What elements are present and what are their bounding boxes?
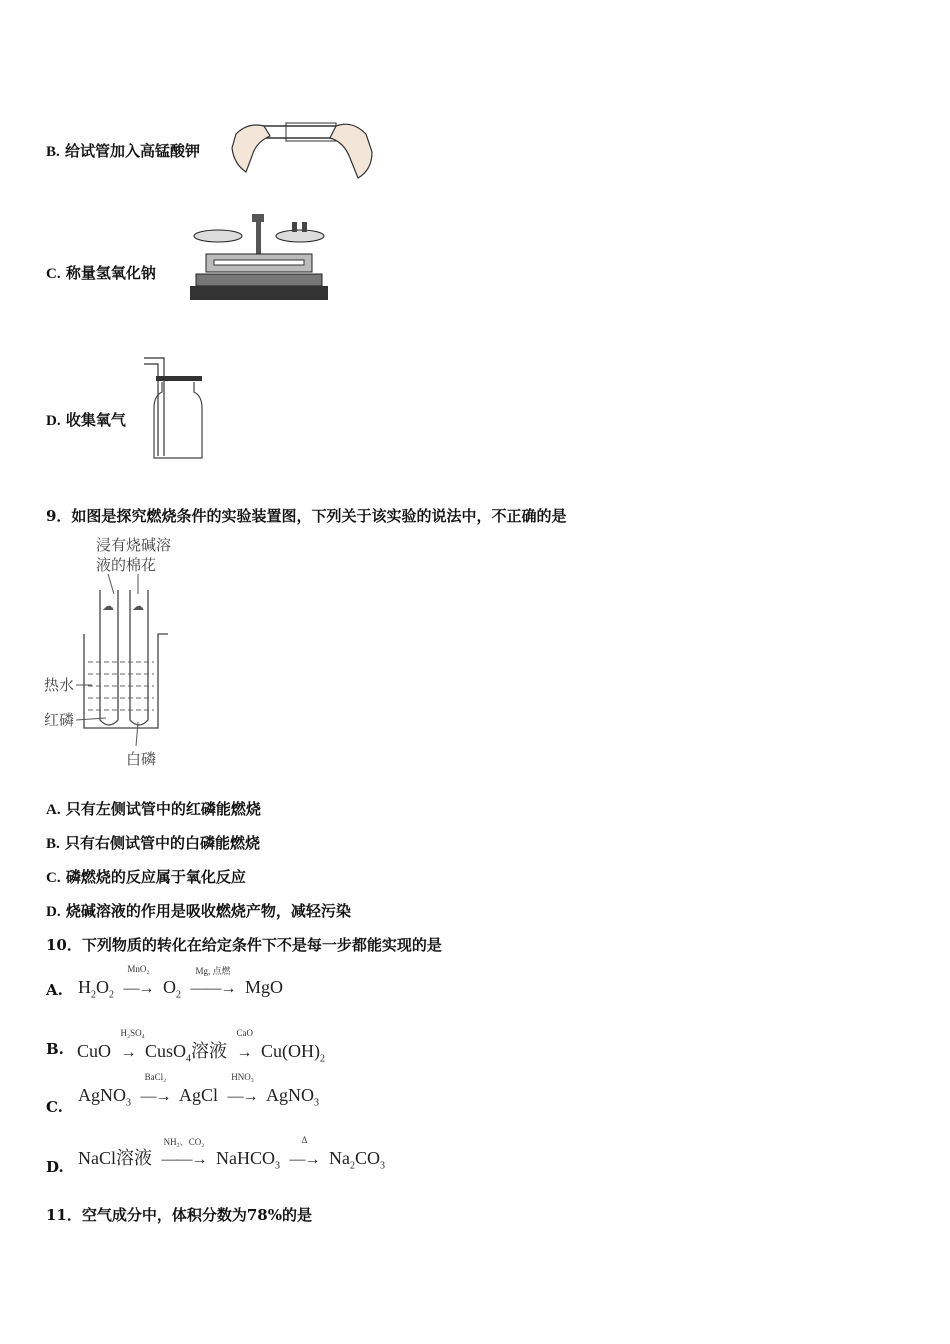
- option-letter: D.: [46, 904, 61, 920]
- q9-option-a: [46, 798, 261, 819]
- q8-option-d: [46, 409, 126, 430]
- option-letter: D.: [46, 413, 61, 429]
- red-phosphorus-label: 红磷: [44, 711, 75, 729]
- q9-stem: 9．如图是探究燃烧条件的实验装置图，下列关于该实验的说法中，不正确的是: [46, 507, 567, 525]
- q9-option-c: [46, 866, 246, 887]
- q11-stem: 11．空气成分中，体积分数为78%的是: [46, 1206, 313, 1224]
- q10-option-c-letter: C.: [46, 1098, 63, 1116]
- option-text: 收集氧气: [65, 411, 126, 429]
- option-text: 烧碱溶液的作用是吸收燃烧产物，减轻污染: [65, 902, 351, 920]
- cotton-label-line2: 液的棉花: [96, 556, 157, 574]
- cotton-label-line1: 浸有烧碱溶: [96, 536, 172, 554]
- svg-text:☁: ☁: [102, 599, 114, 613]
- option-text: 给试管加入高锰酸钾: [65, 142, 201, 160]
- combustion-experiment-figure: [42, 532, 192, 770]
- option-text: 磷燃烧的反应属于氧化反应: [65, 868, 246, 886]
- option-letter: A.: [46, 802, 61, 818]
- q8-option-b: [46, 140, 200, 161]
- q9-option-b: [46, 832, 260, 853]
- option-letter: B.: [46, 144, 60, 160]
- option-letter: C.: [46, 266, 61, 282]
- q10-option-b-equation: CuO H₂SO₄ → CusO$_4$溶液 CaO → $Cu(OH)_2$: [77, 1028, 326, 1065]
- q8-option-c: [46, 262, 156, 283]
- q10-stem: 10．下列物质的转化在给定条件下不是每一步都能实现的是: [46, 936, 442, 954]
- white-phosphorus-label: 白磷: [126, 750, 157, 768]
- q9-option-d: [46, 900, 351, 921]
- q10-option-c-equation: AgNO$_3$ BaCl₂ —→ AgCl HNO₃ —→ AgNO$_3$: [78, 1072, 320, 1109]
- svg-text:☁: ☁: [132, 599, 144, 613]
- q10-option-d-equation: NaCl溶液 NH₃、CO₂ ——→ NaHCO$_3$ Δ —→ $Na_2CO_3$: [78, 1135, 386, 1172]
- q10-option-b-letter: B.: [46, 1040, 64, 1058]
- hot-water-label: 热水: [44, 676, 75, 694]
- q10-option-d-letter: D.: [46, 1158, 64, 1176]
- q10-option-a-letter: A.: [46, 981, 63, 999]
- option-letter: B.: [46, 836, 60, 852]
- balance-scale-figure: [190, 210, 328, 302]
- option-text: 只有左侧试管中的红磷能燃烧: [65, 800, 261, 818]
- test-tube-hands-figure: [226, 112, 376, 187]
- q10-option-a-equation: $H_2O_2$ MnO₂ —→ $O_2$ Mg, 点燃 ——→ MgO: [78, 964, 284, 1001]
- option-text: 只有右侧试管中的白磷能燃烧: [65, 834, 261, 852]
- option-text: 称量氢氧化钠: [65, 264, 156, 282]
- option-letter: C.: [46, 870, 61, 886]
- gas-collection-bottle-figure: [142, 352, 208, 460]
